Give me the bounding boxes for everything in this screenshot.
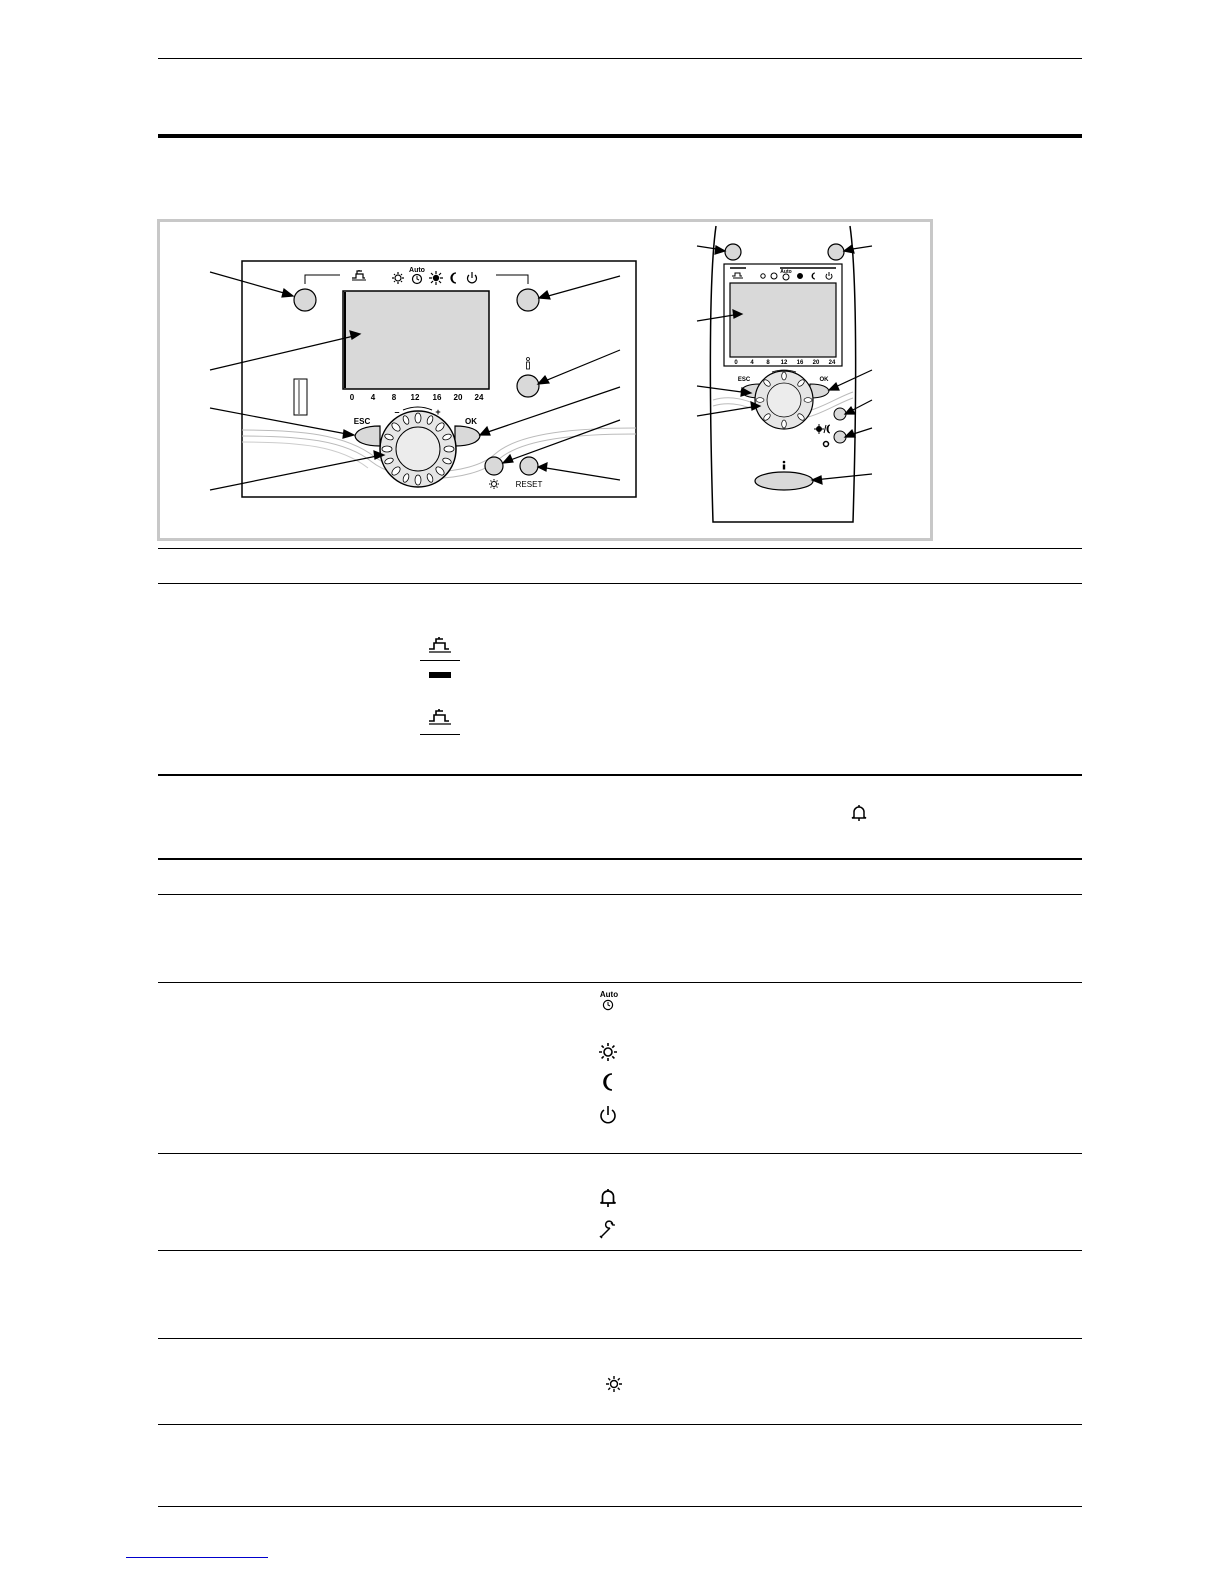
table-row-rule (158, 1250, 1082, 1251)
table-row-rule (158, 982, 1082, 983)
table-header-rule-top (158, 548, 1082, 549)
scale-tick: 12 (410, 393, 420, 402)
wrench-icon (598, 1220, 618, 1240)
tap-icon (427, 636, 453, 654)
room-scale-tick: 8 (766, 360, 770, 366)
room-dhw-button[interactable] (725, 244, 741, 260)
auto-label: Auto (599, 990, 619, 999)
section-rule (158, 774, 1082, 776)
panel-ok-label: OK (465, 417, 477, 426)
table-header-rule-bottom (158, 583, 1082, 584)
panel-display (343, 291, 489, 389)
footer-rule (158, 1506, 1082, 1507)
scale-tick: 4 (370, 393, 376, 402)
controls-figure (157, 219, 933, 541)
auto-clock-icon (602, 999, 614, 1011)
room-unit (697, 226, 872, 522)
table-row-rule (158, 1338, 1082, 1339)
side-slot (294, 379, 307, 415)
room-comfort-reduced-button[interactable] (834, 408, 846, 420)
reset-button[interactable] (520, 457, 538, 475)
panel-esc-label: ESC (353, 417, 371, 426)
comfort-sun-icon (429, 271, 443, 285)
section-rule (158, 858, 1082, 860)
room-scale-tick: 16 (796, 360, 804, 366)
scale-tick: 20 (453, 393, 463, 402)
tap-icon (427, 708, 453, 726)
minus-label: – (394, 407, 400, 417)
dhw-underline (420, 734, 460, 735)
room-scale-tick: 4 (750, 360, 754, 366)
table-header-rule (158, 894, 1082, 895)
header-rule (158, 58, 1082, 59)
bell-icon (599, 1188, 617, 1208)
room-scale-tick: 12 (780, 360, 788, 366)
link-underline[interactable] (126, 1557, 268, 1558)
room-scale-tick: 20 (812, 360, 820, 366)
table-row-rule (158, 1424, 1082, 1425)
room-ok-label: OK (819, 377, 829, 383)
panel-auto-label: Auto (409, 267, 425, 274)
comfort-sun-icon (598, 1042, 618, 1062)
rotary-dial[interactable] (380, 411, 456, 487)
room-mode-button[interactable] (828, 244, 844, 260)
mode-button[interactable] (517, 289, 539, 311)
dash-bar-icon (429, 672, 451, 678)
scale-tick: 8 (391, 393, 397, 402)
info-button[interactable] (517, 375, 539, 397)
moon-icon (601, 1072, 617, 1092)
scale-tick: 24 (474, 393, 484, 402)
scale-tick: 0 (349, 393, 355, 402)
controls-figure-svg (160, 222, 930, 538)
table-row-rule (158, 1153, 1082, 1154)
power-icon (598, 1105, 618, 1125)
section-title-rule (158, 134, 1082, 138)
boiler-panel (210, 261, 636, 497)
dhw-button[interactable] (294, 289, 316, 311)
scale-tick: 16 (432, 393, 442, 402)
room-info-button[interactable] (755, 472, 813, 490)
plus-label: + (435, 407, 441, 417)
room-esc-label: ESC (737, 377, 751, 383)
manual-button[interactable] (485, 457, 503, 475)
room-scale-tick: 24 (828, 360, 836, 366)
room-rotary-dial[interactable] (755, 371, 813, 429)
small-sun-icon (605, 1375, 623, 1393)
room-info-icon (783, 461, 786, 470)
dhw-underline (420, 660, 460, 661)
reset-label: RESET (515, 480, 543, 489)
room-scale-tick: 0 (734, 360, 738, 366)
room-auto-label: Auto (780, 269, 792, 275)
bell-icon (851, 804, 867, 822)
room-display (730, 283, 836, 357)
